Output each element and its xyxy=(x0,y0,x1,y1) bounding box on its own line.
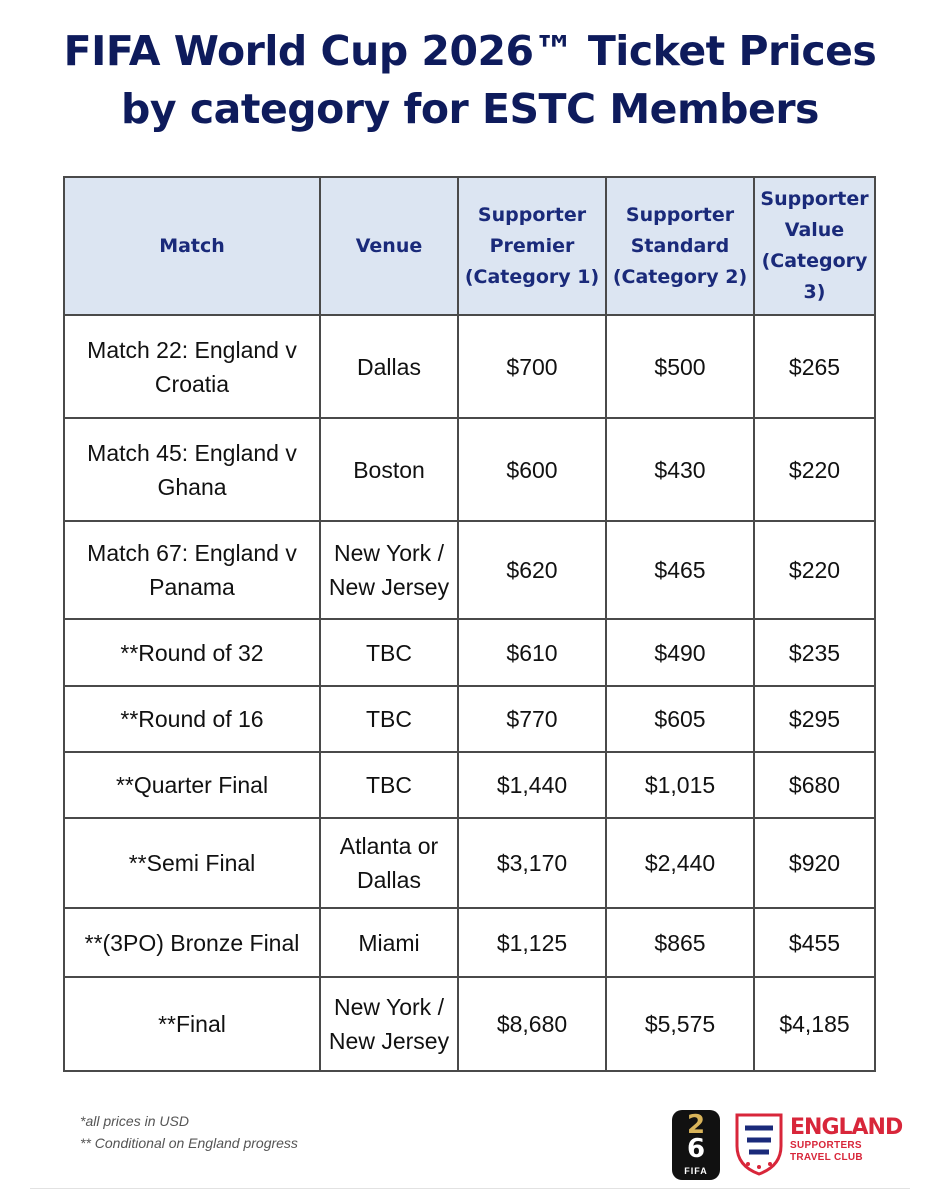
category-1-price: $1,125 xyxy=(458,908,606,977)
match-cell: **(3PO) Bronze Final xyxy=(64,908,320,977)
category-1-price: $770 xyxy=(458,686,606,752)
table-row xyxy=(64,619,875,686)
table-row xyxy=(64,818,875,908)
category-1-price: $8,680 xyxy=(458,977,606,1071)
match-cell: Match 45: England v Ghana xyxy=(64,418,320,521)
category-3-price: $920 xyxy=(754,818,875,908)
title-line-2: by category for ESTC Members xyxy=(121,85,819,133)
category-1-price: $600 xyxy=(458,418,606,521)
category-2-price: $865 xyxy=(606,908,754,977)
category-2-price: $1,015 xyxy=(606,752,754,818)
header-match: Match xyxy=(64,177,320,315)
category-3-price: $455 xyxy=(754,908,875,977)
table-row xyxy=(64,686,875,752)
match-cell: **Semi Final xyxy=(64,818,320,908)
header-category-3: Supporter Value (Category 3) xyxy=(754,177,875,315)
fifa-world-cup-logo: 2 6 FIFA xyxy=(672,1110,720,1180)
table-row xyxy=(64,418,875,521)
table-row xyxy=(64,908,875,977)
venue-cell: New York / New Jersey xyxy=(320,977,458,1071)
table-row xyxy=(64,521,875,619)
bottom-divider xyxy=(30,1188,910,1189)
estc-logo xyxy=(790,1115,903,1164)
category-2-price: $500 xyxy=(606,315,754,418)
match-cell: **Final xyxy=(64,977,320,1071)
category-1-price: $620 xyxy=(458,521,606,619)
footnotes xyxy=(80,1110,298,1154)
table-header-row xyxy=(64,177,875,315)
estc-logo-line-2: TRAVEL CLUB xyxy=(790,1152,863,1163)
table-row xyxy=(64,752,875,818)
category-3-price: $680 xyxy=(754,752,875,818)
three-lions-crest-icon xyxy=(734,1112,784,1176)
footnote-currency: *all prices in USD xyxy=(80,1113,189,1129)
category-2-price: $430 xyxy=(606,418,754,521)
title-line-1: FIFA World Cup 2026™ Ticket Prices xyxy=(63,27,877,75)
footnote-conditional: ** Conditional on England progress xyxy=(80,1135,298,1151)
header-category-1: Supporter Premier (Category 1) xyxy=(458,177,606,315)
page-title xyxy=(0,22,940,138)
category-3-price: $220 xyxy=(754,521,875,619)
category-1-price: $700 xyxy=(458,315,606,418)
category-1-price: $1,440 xyxy=(458,752,606,818)
venue-cell: TBC xyxy=(320,752,458,818)
category-3-price: $295 xyxy=(754,686,875,752)
venue-cell: New York / New Jersey xyxy=(320,521,458,619)
category-2-price: $465 xyxy=(606,521,754,619)
venue-cell: Atlanta or Dallas xyxy=(320,818,458,908)
category-2-price: $490 xyxy=(606,619,754,686)
category-3-price: $235 xyxy=(754,619,875,686)
estc-logo-line-1: SUPPORTERS xyxy=(790,1140,862,1151)
category-3-price: $220 xyxy=(754,418,875,521)
table-row xyxy=(64,977,875,1071)
category-3-price: $265 xyxy=(754,315,875,418)
ticket-price-table xyxy=(63,176,876,1072)
category-3-price: $4,185 xyxy=(754,977,875,1071)
category-1-price: $610 xyxy=(458,619,606,686)
header-venue: Venue xyxy=(320,177,458,315)
estc-logo-name: ENGLAND xyxy=(790,1115,903,1140)
venue-cell: TBC xyxy=(320,686,458,752)
category-2-price: $605 xyxy=(606,686,754,752)
venue-cell: Miami xyxy=(320,908,458,977)
match-cell: **Round of 32 xyxy=(64,619,320,686)
venue-cell: Boston xyxy=(320,418,458,521)
header-category-2: Supporter Standard (Category 2) xyxy=(606,177,754,315)
table-row xyxy=(64,315,875,418)
category-2-price: $5,575 xyxy=(606,977,754,1071)
match-cell: Match 67: England v Panama xyxy=(64,521,320,619)
match-cell: **Round of 16 xyxy=(64,686,320,752)
venue-cell: Dallas xyxy=(320,315,458,418)
match-cell: **Quarter Final xyxy=(64,752,320,818)
match-cell: Match 22: England v Croatia xyxy=(64,315,320,418)
category-1-price: $3,170 xyxy=(458,818,606,908)
venue-cell: TBC xyxy=(320,619,458,686)
category-2-price: $2,440 xyxy=(606,818,754,908)
